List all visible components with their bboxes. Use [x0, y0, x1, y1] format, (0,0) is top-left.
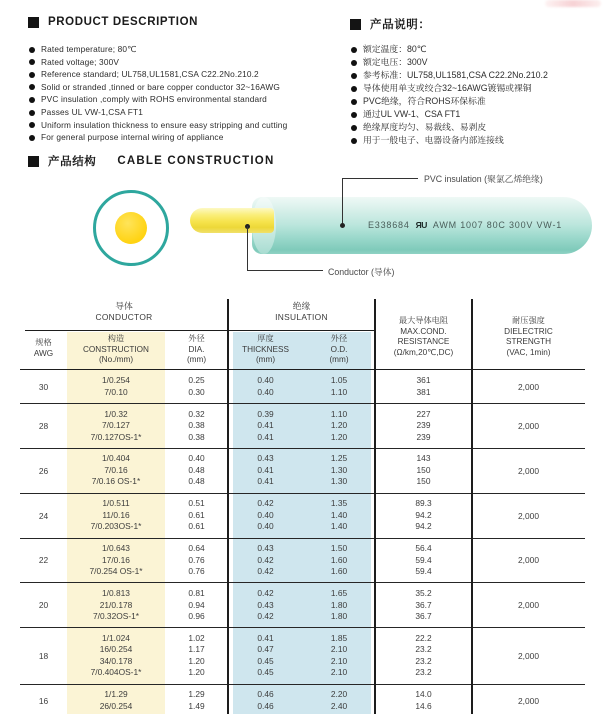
ul-recognized-icon: ЯU — [415, 220, 427, 230]
cell-value: 0.96 — [188, 611, 205, 622]
cell-value: 0.42 — [257, 498, 274, 509]
awg-value: 16 — [38, 695, 49, 706]
cell-value: 0.42 — [257, 554, 274, 565]
col-header-resistance — [375, 306, 472, 368]
bullet-icon — [29, 72, 35, 78]
cell-od — [303, 689, 375, 712]
section-square-icon — [28, 156, 39, 167]
cell-value: 0.48 — [188, 476, 205, 487]
column-divider-line — [471, 299, 472, 714]
column-header-line: 外径 — [330, 334, 348, 343]
cell-value: 1.40 — [330, 521, 348, 532]
product-description-cn-title: 产品说明： — [370, 19, 431, 31]
column-header-line: 耐压强度 — [512, 316, 545, 325]
cell-value: 35.2 — [415, 588, 432, 599]
pvc-insulation-label: PVC insulation (聚氯乙烯绝缘) — [424, 174, 543, 184]
cell-value: 1.20 — [330, 420, 348, 431]
bullet-item — [29, 83, 344, 92]
column-header-line: MAX.COND. — [400, 326, 447, 336]
cell-cons — [67, 543, 165, 578]
cell-value: 1.25 — [330, 453, 348, 464]
cell-value: 2.20 — [330, 689, 348, 700]
column-header-line: STRENGTH — [505, 337, 552, 346]
bullet-item — [351, 71, 601, 80]
dielectric-value: 2,000 — [518, 381, 539, 392]
bullet-icon — [351, 47, 357, 53]
column-divider-line — [227, 299, 228, 714]
cell-value: 0.61 — [188, 521, 205, 532]
cell-cons — [67, 453, 165, 488]
cell-value: 2.10 — [330, 667, 348, 678]
bullet-text: Reference standard; UL758,UL1581,CSA C22.2No.210.2 — [41, 69, 259, 80]
column-header-line: (mm) — [186, 355, 207, 364]
column-header-line: AWG — [33, 348, 54, 358]
cell-value: 143 — [416, 453, 431, 464]
cell-value: 7/0.203OS-1* — [90, 521, 142, 532]
insulation-group-header — [228, 301, 375, 322]
cell-value: 7/0.127OS-1* — [90, 431, 142, 442]
cell-value: 0.41 — [257, 420, 274, 431]
cell-value: 94.2 — [415, 521, 432, 532]
cell-value: 1.02 — [188, 632, 205, 643]
table-row — [20, 371, 585, 404]
cell-value: 2.10 — [330, 644, 348, 655]
column-header-line: (No./mm) — [98, 355, 134, 364]
pvc-leader-line — [342, 178, 418, 179]
col-header-thickness — [228, 334, 303, 366]
cell-od — [303, 543, 375, 578]
cell-value: 21/0.178 — [99, 599, 133, 610]
cell-value: 0.61 — [188, 509, 205, 520]
cell-value: 1.35 — [330, 498, 348, 509]
dielectric-value: 2,000 — [518, 600, 539, 611]
cell-thick — [228, 689, 303, 712]
cell-value: 0.43 — [257, 543, 274, 554]
cell-value: 59.4 — [415, 566, 432, 577]
conductor-group-en: CONDUCTOR — [95, 311, 153, 322]
product-description-list — [29, 45, 344, 146]
cell-value: 23.2 — [415, 667, 432, 678]
bullet-item — [351, 97, 601, 106]
bullet-icon — [351, 125, 357, 131]
cell-res — [375, 689, 472, 712]
column-header-line: O.D. — [330, 344, 348, 354]
cell-od — [303, 453, 375, 488]
cell-value: 0.51 — [188, 498, 205, 509]
cell-value: 0.41 — [257, 476, 274, 487]
cell-od — [303, 375, 375, 398]
cell-dia — [165, 543, 228, 578]
cell-value: 1.49 — [188, 700, 205, 711]
bullet-text: PVC insulation ,comply with ROHS environmental standard — [41, 94, 267, 105]
conductor-group-header — [20, 301, 228, 322]
cell-value: 23.2 — [415, 644, 432, 655]
cell-value: 361 — [416, 375, 431, 386]
column-divider-line — [374, 299, 375, 714]
column-header-line: 厚度 — [257, 334, 274, 343]
cell-value: 0.42 — [257, 611, 274, 622]
column-header-line: 构造 — [107, 334, 125, 343]
cell-value: 56.4 — [415, 543, 432, 554]
cell-value: 1.85 — [330, 632, 348, 643]
column-header-line: (Ω/km,20℃,DC) — [393, 347, 454, 357]
cell-value: 34/0.178 — [99, 655, 133, 666]
product-description-cn-header — [350, 16, 431, 32]
bullet-item — [351, 84, 601, 93]
cell-dia — [165, 633, 228, 679]
bullet-text: 导体使用单支或绞合32~16AWG镀锡或裸铜 — [363, 83, 532, 93]
column-header-line: DIELECTRIC — [504, 326, 553, 336]
cell-value: 1.20 — [188, 655, 205, 666]
bullet-text: 绝缘厚度均匀、易裁线、易剥皮 — [363, 122, 487, 132]
cell-value: 0.42 — [257, 588, 274, 599]
cell-value: 1/0.813 — [102, 588, 130, 599]
dielectric-value: 2,000 — [518, 510, 539, 521]
cell-res — [375, 375, 472, 398]
bullet-icon — [29, 84, 35, 90]
cell-value: 7/0.127 — [102, 420, 130, 431]
product-description-header — [28, 16, 198, 28]
cell-thick — [228, 588, 303, 623]
bullet-item — [29, 95, 344, 104]
dielectric-value: 2,000 — [518, 650, 539, 661]
cell-value: 0.43 — [257, 599, 274, 610]
awg-value: 20 — [38, 600, 49, 611]
cell-res — [375, 633, 472, 679]
column-header-line: 最大导体电阻 — [398, 316, 449, 325]
cell-value: 0.39 — [257, 408, 274, 419]
cell-value: 23.2 — [415, 655, 432, 666]
bullet-icon — [351, 99, 357, 105]
cell-value: 26/0.254 — [99, 700, 133, 711]
dielectric-value: 2,000 — [518, 695, 539, 706]
cell-value: 14.0 — [415, 689, 432, 700]
table-row — [20, 685, 585, 714]
cell-value: 7/0.404OS-1* — [90, 667, 142, 678]
bullet-item — [29, 58, 344, 67]
cable-print-text — [368, 220, 562, 230]
cell-value: 7/0.254 OS-1* — [89, 566, 143, 577]
cell-value: 1.80 — [330, 611, 348, 622]
bullet-item — [29, 121, 344, 130]
cell-cons — [67, 689, 165, 712]
table-row — [20, 449, 585, 494]
cell-value: 150 — [416, 476, 431, 487]
cell-value: 0.38 — [188, 431, 205, 442]
cell-value: 1/0.643 — [102, 543, 130, 554]
cell-value: 1/0.511 — [102, 498, 130, 509]
cell-value: 1.50 — [330, 543, 348, 554]
cell-value: 36.7 — [415, 611, 432, 622]
table-row — [20, 494, 585, 539]
cell-value: 0.40 — [257, 375, 274, 386]
cable-construction-header — [28, 153, 274, 169]
cell-thick — [228, 633, 303, 679]
product-description-title: PRODUCT DESCRIPTION — [48, 16, 199, 28]
column-header-line: 规格 — [35, 338, 52, 347]
cell-value: 0.40 — [257, 509, 274, 520]
bullet-item — [351, 123, 601, 132]
conductor-rod — [190, 208, 274, 233]
table-row — [20, 404, 585, 449]
column-header-line: DIA. — [188, 344, 205, 354]
column-header-line: RESISTANCE — [397, 337, 450, 346]
bullet-item — [29, 45, 344, 54]
cell-value: 1.80 — [330, 599, 348, 610]
cell-dia — [165, 375, 228, 398]
cell-value: 59.4 — [415, 554, 432, 565]
table-row — [20, 539, 585, 584]
cell-value: 0.46 — [257, 700, 274, 711]
cell-cons — [67, 498, 165, 533]
column-header-line: THICKNESS — [242, 344, 289, 354]
cell-value: 0.25 — [188, 375, 205, 386]
conductor-leader-line — [247, 226, 248, 271]
cell-value: 227 — [416, 408, 431, 419]
cell-value: 2.40 — [330, 700, 348, 711]
cell-value: 0.45 — [257, 667, 274, 678]
cell-value: 0.32 — [188, 408, 205, 419]
cell-value: 7/0.32OS-1* — [92, 611, 140, 622]
col-header-od — [303, 334, 375, 366]
col-header-awg — [20, 338, 67, 359]
awg-value: 22 — [38, 555, 49, 566]
cell-thick — [228, 409, 303, 444]
awg-value: 18 — [38, 650, 49, 661]
cell-value: 1.05 — [330, 375, 348, 386]
bullet-icon — [351, 138, 357, 144]
cell-value: 1.60 — [330, 554, 348, 565]
cell-value: 7/0.16 — [104, 464, 128, 475]
cell-value: 7/0.10 — [104, 386, 128, 397]
cell-value: 1.65 — [330, 588, 348, 599]
col-header-dia — [165, 334, 228, 366]
conductor-leader-line — [247, 270, 323, 271]
cell-value: 1/0.254 — [102, 375, 130, 386]
bullet-text: Uniform insulation thickness to ensure easy stripping and cutting — [41, 119, 288, 130]
cell-od — [303, 409, 375, 444]
awg-value: 30 — [38, 381, 49, 392]
column-header-line: (mm) — [329, 355, 349, 364]
cell-value: 0.41 — [257, 464, 274, 475]
cell-res — [375, 498, 472, 533]
cell-value: 11/0.16 — [102, 509, 130, 520]
cell-value: 0.76 — [188, 554, 205, 565]
cell-value: 1.10 — [330, 386, 348, 397]
cell-value: 0.81 — [188, 588, 205, 599]
conductor-core-icon — [115, 212, 147, 244]
awg-value: 24 — [38, 510, 49, 521]
cell-value: 0.30 — [188, 386, 205, 397]
cell-thick — [228, 543, 303, 578]
bullet-text: Rated voltage; 300V — [41, 56, 120, 67]
column-header-line: (mm) — [255, 355, 276, 364]
bullet-item — [29, 133, 344, 142]
construction-title-cn: 产品结构 — [48, 156, 97, 168]
cell-value: 1/0.404 — [102, 453, 130, 464]
cell-value: 1/1.29 — [104, 689, 128, 700]
cell-value: 0.46 — [257, 689, 274, 700]
table-row — [20, 628, 585, 684]
cell-value: 1.30 — [330, 464, 348, 475]
col-header-construction — [67, 334, 165, 366]
bullet-icon — [29, 135, 35, 141]
bullet-text: PVC绝缘，符合ROHS环保标准 — [363, 96, 486, 106]
pvc-leader-line — [342, 178, 343, 225]
bullet-text: 通过UL VW-1、CSA FT1 — [363, 109, 461, 119]
column-header-line: 外径 — [188, 334, 205, 343]
cell-value: 0.40 — [257, 386, 274, 397]
cell-res — [375, 543, 472, 578]
insulation-group-en: INSULATION — [275, 311, 328, 322]
cell-value: 14.6 — [415, 700, 432, 711]
cell-value: 0.40 — [257, 521, 274, 532]
cell-value: 239 — [416, 431, 431, 442]
cell-value: 1.17 — [188, 644, 205, 655]
cell-value: 0.41 — [257, 632, 274, 643]
cell-res — [375, 409, 472, 444]
cell-cons — [67, 375, 165, 398]
conductor-label: Conductor (导体) — [328, 267, 395, 277]
bullet-icon — [29, 122, 35, 128]
cell-od — [303, 498, 375, 533]
cell-value: 17/0.16 — [102, 554, 130, 565]
cable-rating-text: AWM 1007 80C 300V VW-1 — [432, 220, 563, 230]
column-header-line: CONSTRUCTION — [83, 344, 149, 354]
cell-value: 0.47 — [257, 644, 274, 655]
bullet-text: Rated temperature; 80℃ — [41, 44, 137, 54]
cell-thick — [228, 498, 303, 533]
bullet-text: For general purpose internal wiring of appliance — [41, 132, 224, 143]
awg-value: 28 — [38, 420, 49, 431]
cell-value: 1.29 — [188, 689, 205, 700]
cell-value: 1.20 — [188, 667, 205, 678]
bullet-icon — [29, 110, 35, 116]
cell-value: 0.94 — [188, 599, 205, 610]
col-header-dielectric — [472, 306, 585, 368]
cell-value: 0.45 — [257, 655, 274, 666]
cell-value: 1.60 — [330, 566, 348, 577]
cell-value: 1.30 — [330, 476, 348, 487]
header-bottom-line — [20, 369, 585, 371]
header-divider-line — [25, 330, 374, 331]
cell-value: 0.38 — [188, 420, 205, 431]
dielectric-value: 2,000 — [518, 420, 539, 431]
bullet-item — [29, 108, 344, 117]
bullet-text: Passes UL VW-1,CSA FT1 — [41, 106, 143, 117]
section-square-icon — [350, 19, 361, 30]
cell-cons — [67, 409, 165, 444]
bullet-icon — [351, 73, 357, 79]
bullet-item — [351, 136, 601, 145]
cell-value: 22.2 — [415, 632, 432, 643]
cell-res — [375, 588, 472, 623]
cell-value: 0.64 — [188, 543, 205, 554]
cell-dia — [165, 409, 228, 444]
conductor-group-cn: 导体 — [115, 301, 133, 311]
cell-value: 381 — [416, 386, 431, 397]
cell-thick — [228, 375, 303, 398]
cell-value: 94.2 — [415, 509, 432, 520]
construction-title-en: CABLE CONSTRUCTION — [117, 155, 275, 167]
cell-value: 1.40 — [330, 509, 348, 520]
cell-value: 1/0.32 — [104, 408, 128, 419]
cell-dia — [165, 588, 228, 623]
bullet-item — [351, 110, 601, 119]
bullet-text: Solid or stranded ,tinned or bare copper conductor 32~16AWG — [41, 81, 280, 92]
cell-cons — [67, 588, 165, 623]
cell-cons — [67, 633, 165, 679]
spec-table-body — [20, 371, 585, 714]
product-description-cn-list — [351, 45, 601, 149]
bullet-icon — [29, 47, 35, 53]
ul-file-number: E338684 — [368, 220, 410, 230]
bullet-icon — [29, 97, 35, 103]
bullet-text: 额定温度：80℃ — [363, 44, 427, 54]
bullet-text: 额定电压：300V — [363, 57, 428, 67]
table-row — [20, 583, 585, 628]
column-header-line: (VAC, 1min) — [506, 347, 551, 357]
cell-value: 239 — [416, 420, 431, 431]
cell-value: 0.40 — [188, 453, 205, 464]
cell-value: 1.10 — [330, 408, 348, 419]
cell-value: 16/0.254 — [99, 644, 133, 655]
cell-res — [375, 453, 472, 488]
scan-artifact — [545, 0, 601, 7]
pvc-leader-dot-icon — [340, 223, 345, 228]
cell-value: 89.3 — [415, 498, 432, 509]
cell-value: 7/0.16 OS-1* — [91, 476, 141, 487]
cell-value: 0.42 — [257, 566, 274, 577]
cell-value: 1/1.024 — [102, 632, 130, 643]
insulation-group-cn: 绝缘 — [292, 301, 311, 311]
cell-od — [303, 588, 375, 623]
cell-value: 2.10 — [330, 655, 348, 666]
bullet-icon — [29, 59, 35, 65]
cell-value: 1.20 — [330, 431, 348, 442]
bullet-item — [29, 70, 344, 79]
bullet-text: 用于一般电子、电器设备内部连接线 — [363, 135, 504, 145]
bullet-item — [351, 58, 601, 67]
cell-value: 36.7 — [415, 599, 432, 610]
dielectric-value: 2,000 — [518, 555, 539, 566]
dielectric-value: 2,000 — [518, 465, 539, 476]
awg-value: 26 — [38, 465, 49, 476]
cell-value: 0.43 — [257, 453, 274, 464]
section-square-icon — [28, 17, 39, 28]
cell-dia — [165, 498, 228, 533]
bullet-text: 参考标准：UL758,UL1581,CSA C22.2No.210.2 — [363, 70, 548, 80]
bullet-icon — [351, 112, 357, 118]
cell-thick — [228, 453, 303, 488]
bullet-icon — [351, 60, 357, 66]
bullet-icon — [351, 86, 357, 92]
cell-dia — [165, 453, 228, 488]
cell-value: 0.76 — [188, 566, 205, 577]
cell-od — [303, 633, 375, 679]
cell-value: 0.41 — [257, 431, 274, 442]
cell-value: 0.48 — [188, 464, 205, 475]
cell-value: 150 — [416, 464, 431, 475]
cell-dia — [165, 689, 228, 712]
bullet-item — [351, 45, 601, 54]
